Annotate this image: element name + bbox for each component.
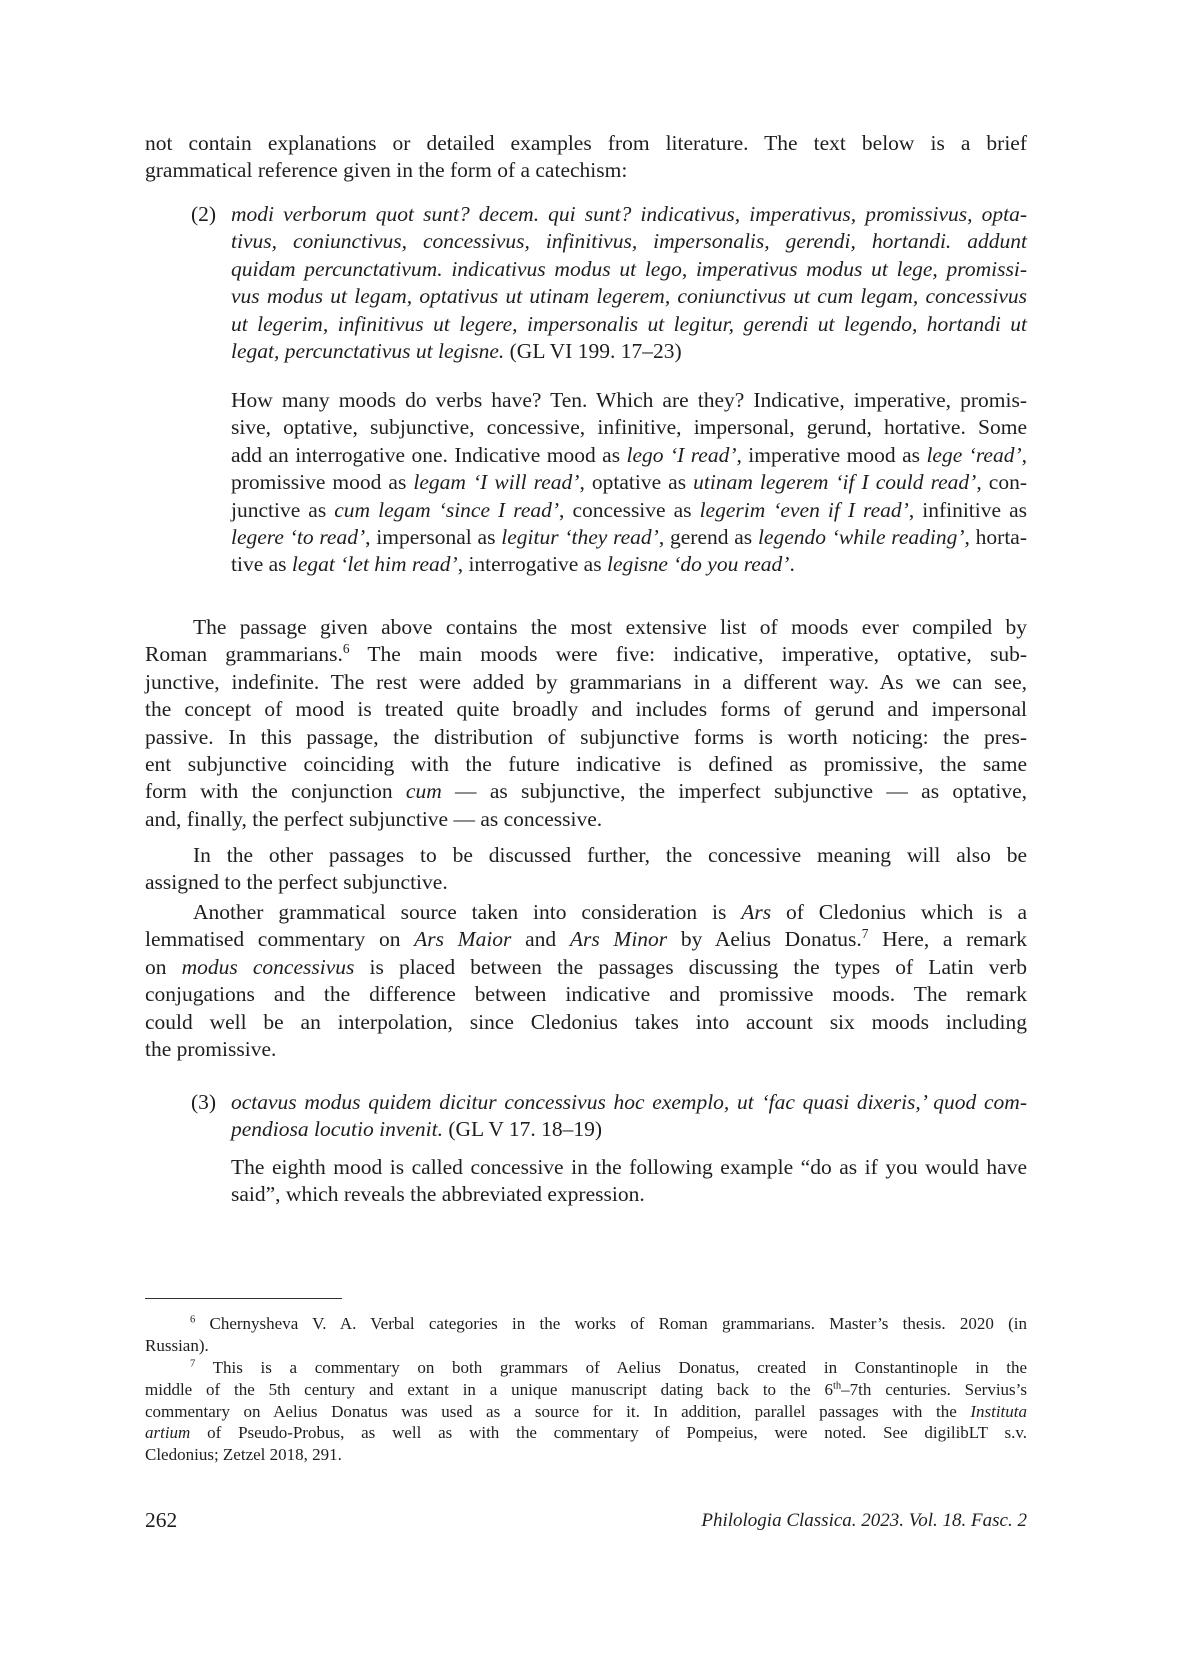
text-line [231, 1154, 1027, 1181]
text-run: form with the conjunction [145, 779, 406, 804]
text-run: . [789, 552, 795, 577]
text-run: passive. In this passage, the distribution of subjunctive forms is worth noticing: the pres- [145, 724, 1027, 749]
text-line [145, 669, 1027, 696]
text-run: (GL VI 199. 17–23) [504, 338, 682, 363]
text-run: Russian). [145, 1335, 209, 1355]
italic-text-run: Ars [741, 900, 772, 924]
text-line [145, 1379, 1027, 1401]
text-line [145, 899, 1027, 926]
text-line [145, 806, 1027, 833]
text-line [231, 228, 1027, 255]
text-run: lemmatised commentary on [145, 927, 415, 952]
superscript: 7 [861, 926, 869, 942]
example-translation [231, 1154, 1027, 1209]
text-run: conjugations and the difference between indicative and promissive moods. The remark [145, 982, 1027, 1007]
text-run: , horta- [964, 524, 1027, 549]
italic-text-run: cum legam ‘since I read’ [334, 497, 560, 522]
text-run: , imperative mood as [736, 442, 927, 467]
text-line [145, 842, 1027, 869]
text-run: , gerend as [658, 524, 758, 549]
footnote-6 [145, 1313, 1027, 1357]
text-run: — as subjunctive, the imperfect subjunctive — as optative, [441, 779, 1027, 804]
text-run: junctive as [231, 497, 335, 522]
text-run: The eighth mood is called concessive in the following example “do as if you would have [231, 1155, 1027, 1179]
text-run: , [1021, 442, 1027, 467]
text-run: is placed between the passages discussing the types of Latin verb [354, 954, 1028, 979]
italic-text-run: ut legerim, infinitivus ut legere, impersonalis ut legitur, gerendi ut legendo, hortandi ut [231, 311, 1027, 336]
superscript: 6 [190, 1314, 196, 1326]
text-line [145, 869, 1027, 896]
italic-text-run: legerim ‘even if I read’ [699, 497, 909, 522]
text-run: , interrogative as [457, 552, 607, 577]
text-line [145, 954, 1027, 981]
text-line [145, 1036, 1027, 1063]
text-line [231, 497, 1027, 524]
text-run: not contain explanations or detailed examples from literature. The text below is a brief [145, 131, 1027, 155]
italic-text-run: vus modus ut legam, optativus ut utinam legerem, coniunctivus ut cum legam, concessivus [231, 284, 1027, 309]
text-line [231, 256, 1027, 283]
text-line [145, 1357, 1027, 1379]
italic-text-run: quidam percunctativum. indicativus modus ut lego, imperativus modus ut lege, promissi- [231, 256, 1027, 281]
text-run: middle of the 5th century and extant in a unique manuscript dating back to the 6 [145, 1379, 833, 1399]
text-line [231, 311, 1027, 338]
text-run: In the other passages to be discussed further, the concessive meaning will also be [193, 843, 1027, 867]
text-run: ent subjunctive coinciding with the future indicative is defined as promissive, the same [145, 751, 1027, 776]
text-run: , concessive as [559, 497, 700, 522]
italic-text-run: Ars Minor [569, 927, 668, 952]
text-run: by Aelius Donatus. [667, 927, 862, 952]
text-run: , con- [976, 470, 1027, 495]
text-line [231, 1181, 1027, 1208]
italic-text-run: legisne ‘do you read’ [606, 552, 790, 577]
page-number: 262 [145, 1508, 178, 1532]
paragraph-intro [145, 130, 1027, 185]
text-run: Roman grammarians. [145, 642, 343, 667]
text-run: The main moods were five: indicative, imperative, optative, sub- [349, 642, 1027, 667]
text-run: and, finally, the perfect subjunctive — as concessive. [145, 806, 603, 831]
text-line [145, 130, 1027, 157]
text-line [145, 1422, 1027, 1444]
text-run: The passage given above contains the most extensive list of moods ever compiled by [193, 615, 1027, 639]
footnote-7 [145, 1357, 1027, 1466]
text-line [145, 926, 1027, 953]
italic-text-run: tivus, coniunctivus, concessivus, infinitivus, impersonalis, gerendi, hortandi. addunt [231, 229, 1027, 254]
text-run: –7th centuries. Servius’s [841, 1379, 1027, 1399]
text-run: of Cledonius which is a [771, 900, 1027, 924]
text-run: , infinitive as [908, 497, 1027, 522]
text-line [145, 1444, 1027, 1466]
text-run: and [511, 927, 570, 952]
superscript: th [832, 1380, 842, 1392]
running-footer-journal: Philologia Classica. 2023. Vol. 18. Fasc. 2 [701, 1510, 1027, 1531]
text-run: promissive mood as [231, 470, 414, 495]
text-run: , optative as [579, 470, 694, 495]
text-run: add an interrogative one. Indicative mood as [231, 442, 627, 467]
text-run: This is a commentary on both grammars of Aelius Donatus, created in Constantinople in the [195, 1358, 1027, 1377]
text-line [231, 1116, 1027, 1143]
text-line [145, 1401, 1027, 1423]
text-line [145, 724, 1027, 751]
text-line [145, 1313, 1027, 1335]
text-line [231, 387, 1027, 414]
text-run: Here, a remark [868, 927, 1028, 952]
paragraph [145, 899, 1027, 1063]
italic-text-run: Instituta [970, 1401, 1027, 1421]
text-line [145, 1335, 1027, 1357]
text-run: of Pseudo-Probus, as well as with the commentary of Pompeius, were noted. See digilibLT s.v. [190, 1423, 1027, 1443]
text-line [231, 1089, 1027, 1116]
paragraph [145, 614, 1027, 833]
text-line [145, 751, 1027, 778]
text-run: sive, optative, subjunctive, concessive, infinitive, impersonal, gerund, hortative. Some [231, 415, 1027, 440]
paragraph [145, 842, 1027, 897]
text-line [145, 614, 1027, 641]
text-line [145, 981, 1027, 1008]
text-line [231, 551, 1027, 578]
italic-text-run: artium [145, 1423, 191, 1443]
italic-text-run: pendiosa locutio invenit. [231, 1117, 443, 1142]
text-run: How many moods do verbs have? Ten. Which are they? Indicative, imperative, promis- [231, 388, 1027, 412]
text-line [231, 469, 1027, 496]
example-latin-text [231, 1089, 1027, 1144]
text-run: grammatical reference given in the form of a catechism: [145, 158, 628, 183]
text-line [231, 338, 1027, 365]
text-run: tive as [231, 552, 292, 577]
text-line [145, 1009, 1027, 1036]
italic-text-run: legere ‘to read’ [231, 524, 366, 549]
italic-text-run: modi verborum quot sunt? decem. qui sunt? indicativus, imperativus, promissivus, opta- [231, 202, 1027, 226]
text-run: Cledonius; Zetzel 2018, 291. [145, 1445, 342, 1465]
italic-text-run: modus concessivus [181, 954, 355, 979]
text-run: (GL V 17. 18–19) [442, 1117, 603, 1142]
example-latin-text [231, 201, 1027, 365]
text-run: commentary on Aelius Donatus was used as a source for it. In addition, parallel passages with the [145, 1401, 971, 1421]
text-run: , impersonal as [365, 524, 502, 549]
text-line [231, 414, 1027, 441]
text-line [231, 201, 1027, 228]
superscript: 7 [190, 1358, 196, 1370]
text-run: on [145, 954, 182, 979]
italic-text-run: legam ‘I will read’ [413, 470, 580, 495]
italic-text-run: Ars Maior [414, 927, 512, 952]
text-run: Chernysheva V. A. Verbal categories in the works of Roman grammarians. Master’s thesis. 2020 (in [195, 1314, 1027, 1333]
text-line [231, 524, 1027, 551]
italic-text-run: lege ‘read’ [926, 442, 1022, 467]
superscript: 6 [342, 641, 350, 657]
text-run: said”, which reveals the abbreviated expression. [231, 1182, 645, 1207]
example-number: (2) [191, 202, 217, 226]
text-run: could well be an interpolation, since Cledonius takes into account six moods including [145, 1009, 1027, 1034]
text-line [145, 778, 1027, 805]
italic-text-run: lego ‘I read’ [626, 442, 737, 467]
text-line [145, 641, 1027, 668]
text-line [145, 696, 1027, 723]
italic-text-run: legitur ‘they read’ [501, 524, 659, 549]
example-translation [231, 387, 1027, 579]
example-number: (3) [191, 1090, 217, 1114]
italic-text-run: legat, percunctativus ut legisne. [231, 338, 505, 363]
text-line [231, 442, 1027, 469]
footnote-divider [145, 1298, 342, 1299]
text-run: assigned to the perfect subjunctive. [145, 870, 448, 895]
text-run: Another grammatical source taken into consideration is [193, 900, 742, 924]
italic-text-run: cum [405, 779, 442, 804]
italic-text-run: utinam legerem ‘if I could read’ [693, 470, 977, 495]
text-line [231, 283, 1027, 310]
text-line [145, 157, 1027, 184]
text-run: the concept of mood is treated quite broadly and includes forms of gerund and impersonal [145, 697, 1027, 722]
text-run: junctive, indefinite. The rest were added by grammarians in a different way. As we can see, [145, 669, 1027, 694]
italic-text-run: legendo ‘while reading’ [757, 524, 965, 549]
italic-text-run: octavus modus quidem dicitur concessivus hoc exemplo, ut ‘fac quasi dixeris,’ quod com- [231, 1090, 1027, 1114]
italic-text-run: legat ‘let him read’ [291, 552, 458, 577]
text-run: the promissive. [145, 1036, 277, 1061]
